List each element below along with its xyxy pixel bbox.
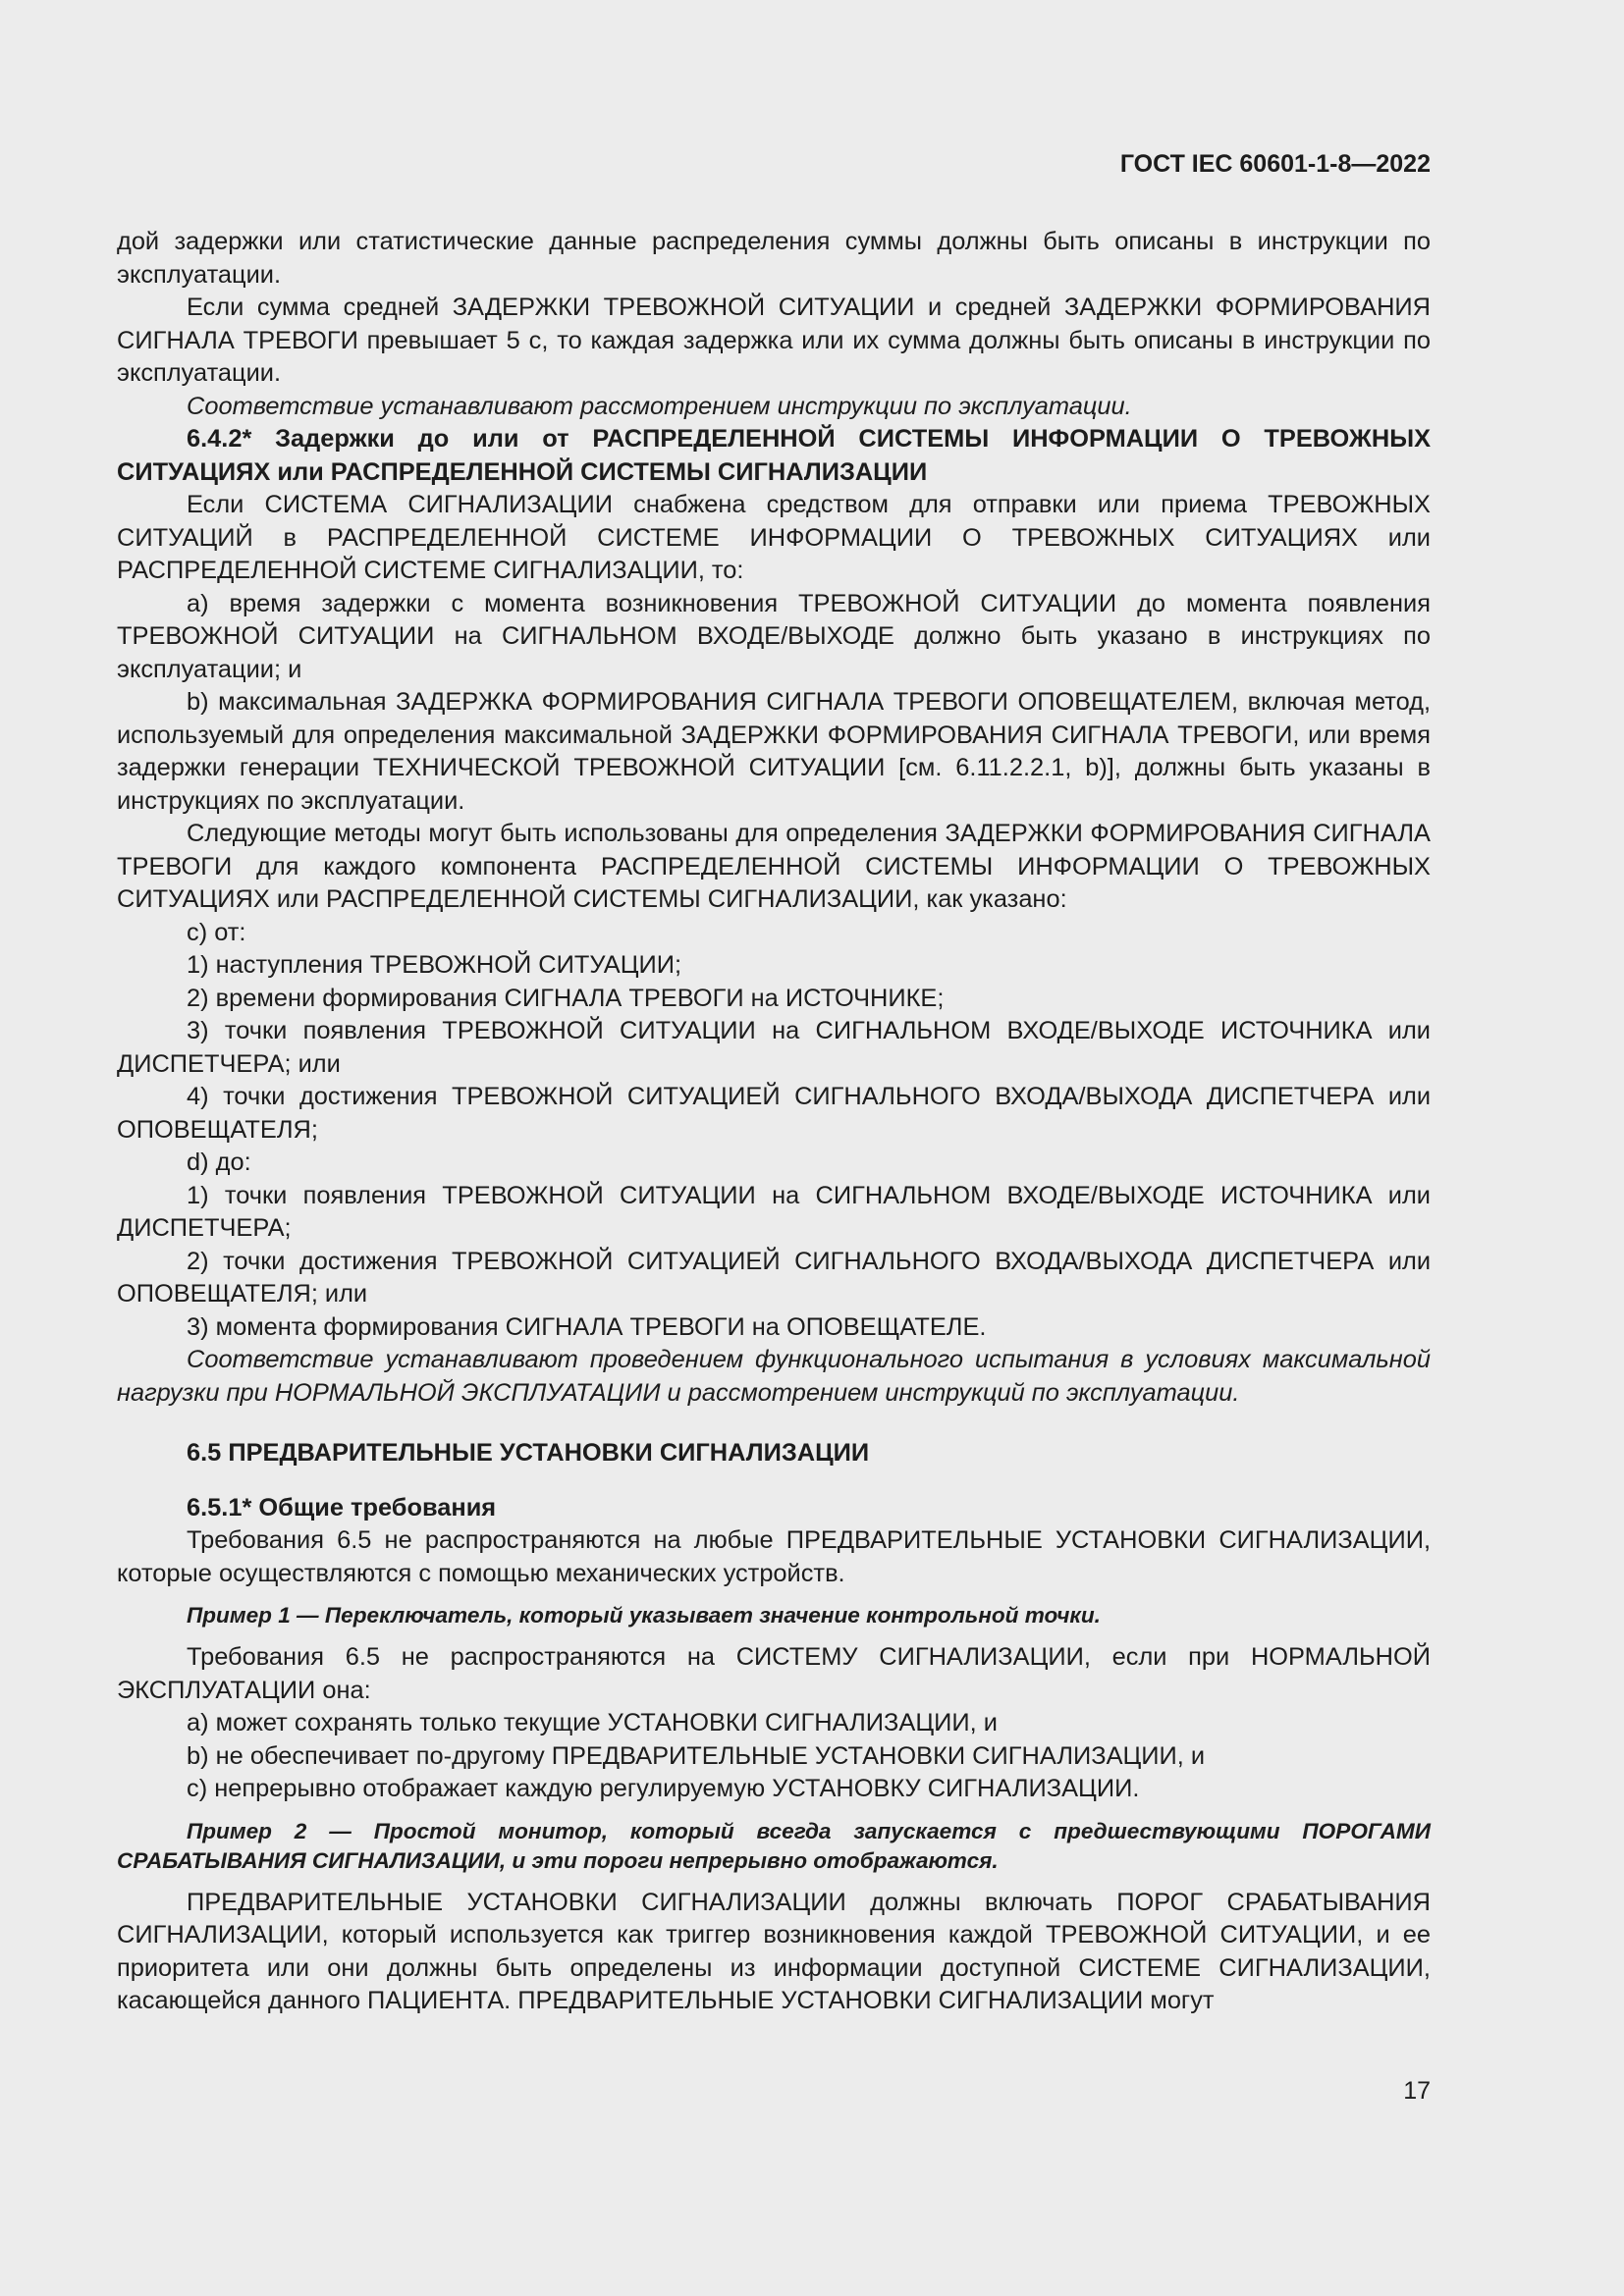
paragraph: ПРЕДВАРИТЕЛЬНЫЕ УСТАНОВКИ СИГНАЛИЗАЦИИ должны включать ПОРОГ СРАБАТЫВАНИЯ СИГНАЛИЗАЦИИ, который используется как триггер возникновения каждой ТРЕВОЖНОЙ СИТУАЦИИ, и ее приоритета или они должны быть определены из информации доступной СИСТЕМЕ СИГНАЛИЗАЦИИ, касающейся данного ПАЦИЕНТА. ПРЕДВАРИТЕЛЬНЫЕ УСТАНОВКИ СИГНАЛИЗАЦИИ могут	[117, 1888, 1431, 2014]
example-note-2: Пример 2 — Простой монитор, который всегда запускается с предшествующими ПОРОГАМИ СРАБАТЫВАНИЯ СИГНАЛИЗАЦИИ, и эти пороги непрерывно отображаются.	[117, 1818, 1431, 1873]
list-subitem: 3) момента формирования СИГНАЛА ТРЕВОГИ на ОПОВЕЩАТЕЛЕ.	[187, 1312, 987, 1341]
section-heading-6-4-2: 6.4.2* Задержки до или от РАСПРЕДЕЛЕННОЙ СИСТЕМЫ ИНФОРМАЦИИ О ТРЕВОЖНЫХ СИТУАЦИЯХ или РАСПРЕДЕЛЕННОЙ СИСТЕМЫ СИГНАЛИЗАЦИИ	[117, 425, 1431, 486]
paragraph: Следующие методы могут быть использованы для определения ЗАДЕРЖКИ ФОРМИРОВАНИЯ СИГНАЛА ТРЕВОГИ для каждого компонента РАСПРЕДЕЛЕННОЙ СИСТЕМЫ ИНФОРМАЦИИ О ТРЕВОЖНЫХ СИТУАЦИЯХ или РАСПРЕДЕЛЕННОЙ СИСТЕМЫ СИГНАЛИЗАЦИИ, как указано:	[117, 820, 1431, 913]
list-subitem: 4) точки достижения ТРЕВОЖНОЙ СИТУАЦИЕЙ СИГНАЛЬНОГО ВХОДА/ВЫХОДА ДИСПЕТЧЕРА или ОПОВЕЩАТЕЛЯ;	[117, 1083, 1431, 1144]
list-item: b) не обеспечивает по-другому ПРЕДВАРИТЕЛЬНЫЕ УСТАНОВКИ СИГНАЛИЗАЦИИ, и	[187, 1741, 1206, 1770]
paragraph: Если СИСТЕМА СИГНАЛИЗАЦИИ снабжена средством для отправки или приема ТРЕВОЖНЫХ СИТУАЦИЙ в РАСПРЕДЕЛЕННОЙ СИСТЕМЕ ИНФОРМАЦИИ О ТРЕВОЖНЫХ СИТУАЦИЯХ или РАСПРЕДЕЛЕННОЙ СИСТЕМЕ СИГНАЛИЗАЦИИ, то:	[117, 491, 1431, 584]
list-subitem: 2) времени формирования СИГНАЛА ТРЕВОГИ на ИСТОЧНИКЕ;	[187, 984, 945, 1012]
page-number: 17	[1403, 2077, 1431, 2105]
document-header: ГОСТ IEC 60601-1-8—2022	[1119, 150, 1431, 178]
list-subitem: 2) точки достижения ТРЕВОЖНОЙ СИТУАЦИЕЙ СИГНАЛЬНОГО ВХОДА/ВЫХОДА ДИСПЕТЧЕРА или ОПОВЕЩАТЕЛЯ; или	[117, 1247, 1431, 1308]
section-heading-6-5: 6.5 ПРЕДВАРИТЕЛЬНЫЕ УСТАНОВКИ СИГНАЛИЗАЦИИ	[187, 1439, 870, 1467]
list-item: d) до:	[187, 1148, 251, 1176]
list-subitem: 1) наступления ТРЕВОЖНОЙ СИТУАЦИИ;	[187, 951, 682, 979]
paragraph: Требования 6.5 не распространяются на любые ПРЕДВАРИТЕЛЬНЫЕ УСТАНОВКИ СИГНАЛИЗАЦИИ, которые осуществляются с помощью механических устройств.	[117, 1526, 1431, 1587]
list-subitem: 3) точки появления ТРЕВОЖНОЙ СИТУАЦИИ на СИГНАЛЬНОМ ВХОДЕ/ВЫХОДЕ ИСТОЧНИКА или ДИСПЕТЧЕРА; или	[117, 1017, 1431, 1078]
list-subitem: 1) точки появления ТРЕВОЖНОЙ СИТУАЦИИ на СИГНАЛЬНОМ ВХОДЕ/ВЫХОДЕ ИСТОЧНИКА или ДИСПЕТЧЕРА;	[117, 1181, 1431, 1242]
example-note-1: Пример 1 — Переключатель, который указывает значение контрольной точки.	[187, 1603, 1101, 1628]
compliance-note: Соответствие устанавливают проведением функционального испытания в условиях максимальной нагрузки при НОРМАЛЬНОЙ ЭКСПЛУАТАЦИИ и рассмотрением инструкций по эксплуатации.	[117, 1346, 1431, 1407]
list-item: a) время задержки с момента возникновения ТРЕВОЖНОЙ СИТУАЦИИ до момента появления ТРЕВОЖНОЙ СИТУАЦИИ на СИГНАЛЬНОМ ВХОДЕ/ВЫХОДЕ должно быть указано в инструкциях по эксплуатации; и	[117, 589, 1431, 683]
list-item: b) максимальная ЗАДЕРЖКА ФОРМИРОВАНИЯ СИГНАЛА ТРЕВОГИ ОПОВЕЩАТЕЛЕМ, включая метод, используемый для определения максимальной ЗАДЕРЖКИ ФОРМИРОВАНИЯ СИГНАЛА ТРЕВОГИ, или время задержки генерации ТЕХНИЧЕСКОЙ ТРЕВОЖНОЙ СИТУАЦИИ [см. 6.11.2.2.1, b)], должны быть указаны в инструкциях по эксплуатации.	[117, 688, 1431, 815]
list-item: c) непрерывно отображает каждую регулируемую УСТАНОВКУ СИГНАЛИЗАЦИИ.	[187, 1775, 1140, 1802]
subsection-heading-6-5-1: 6.5.1* Общие требования	[187, 1493, 497, 1522]
paragraph-continuation: дой задержки или статистические данные распределения суммы должны быть описаны в инструкции по эксплуатации.	[117, 228, 1431, 289]
list-item: a) может сохранять только текущие УСТАНОВКИ СИГНАЛИЗАЦИИ, и	[187, 1709, 998, 1736]
list-item: c) от:	[187, 918, 246, 946]
paragraph: Требования 6.5 не распространяются на СИСТЕМУ СИГНАЛИЗАЦИИ, если при НОРМАЛЬНОЙ ЭКСПЛУАТАЦИИ она:	[117, 1643, 1431, 1704]
page-body	[117, 226, 1431, 2018]
compliance-note: Соответствие устанавливают рассмотрением инструкции по эксплуатации.	[187, 392, 1132, 420]
paragraph: Если сумма средней ЗАДЕРЖКИ ТРЕВОЖНОЙ СИТУАЦИИ и средней ЗАДЕРЖКИ ФОРМИРОВАНИЯ СИГНАЛА ТРЕВОГИ превышает 5 с, то каждая задержка или их сумма должны быть описаны в инструкции по эксплуатации.	[117, 294, 1431, 387]
